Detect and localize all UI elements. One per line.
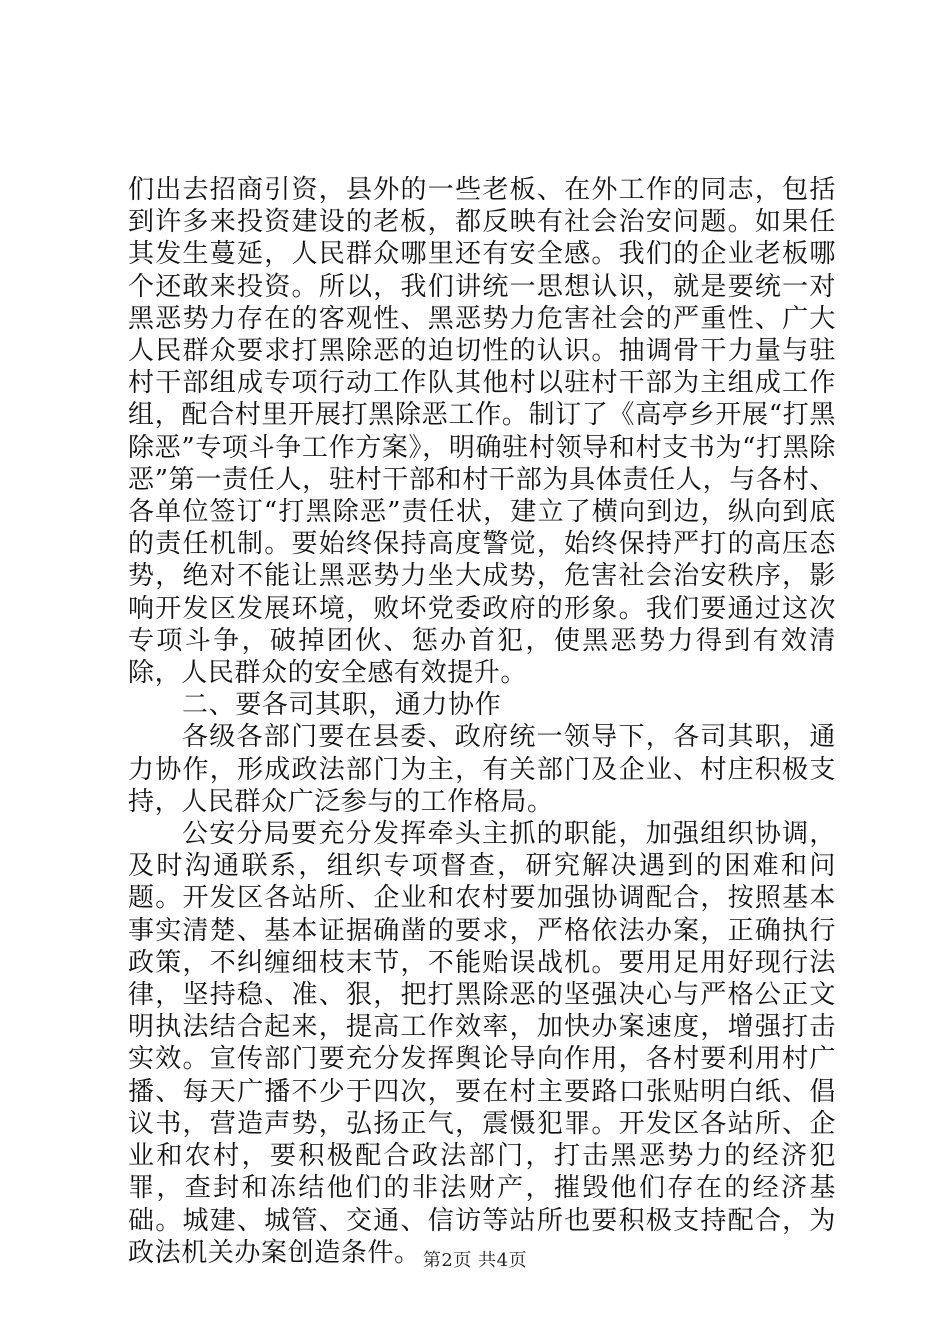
document-body — [128, 174, 836, 1269]
page-footer: 第2页 共4页 — [422, 1250, 528, 1271]
paragraph-continuation: 们出去招商引资，县外的一些老板、在外工作的同志，包括到许多来投资建设的老板，都反映有社会治安问题。如果任其发生蔓延，人民群众哪里还有安全感。我们的企业老板哪个还敢来投资。所以，我们讲统一思想认识，就是要统一对黑恶势力存在的客观性、黑恶势力危害社会的严重性、广大人民群众要求打黑除恶的迫切性的认识。抽调骨干力量与驻村干部组成专项行动工作队其他村以驻村干部为主组成工作组，配合村里开展打黑除恶工作。制订了《高亭乡开展“打黑除恶”专项斗争工作方案》，明确驻村领导和村支书为“打黑除恶”第一责任人，驻村干部和村干部为具体责任人，与各村、各单位签订“打黑除恶”责任状，建立了横向到边，纵向到底的责任机制。要始终保持高度警觉，始终保持严打的高压态势，绝对不能让黑恶势力坐大成势，危害社会治安秩序，影响开发区发展环境，败坏党委政府的形象。我们要通过这次专项斗争，破掉团伙、惩办首犯，使黑恶势力得到有效清除，人民群众的安全感有效提升。 — [128, 175, 836, 689]
section-heading: 二、要各司其职，通力协作 — [182, 690, 502, 721]
paragraph: 公安分局要充分发挥牵头主抓的职能，加强组织协调，及时沟通联系，组织专项督查，研究解决遇到的困难和问题。开发区各站所、企业和农村要加强协调配合，按照基本事实清楚、基本证据确凿的要求，严格依法办案，正确执行政策，不纠缠细枝末节，不能贻误战机。要用足用好现行法律，坚持稳、准、狠，把打黑除恶的坚强决心与严格公正文明执法结合起来，提高工作效率，加快办案速度，增强打击实效。宣传部门要充分发挥舆论导向作用，各村要利用村广播、每天广播不少于四次，要在村主要路口张贴明白纸、倡议书，营造声势，弘扬正气，震慑犯罪。开发区各站所、企业和农村，要积极配合政法部门，打击黑恶势力的经济犯罪，查封和冻结他们的非法财产，摧毁他们存在的经济基础。城建、城管、交通、信访等站所也要积极支持配合，为政法机关办案创造条件。 — [128, 819, 836, 1268]
paragraph: 各级各部门要在县委、政府统一领导下，各司其职，通力协作，形成政法部门为主，有关部门及企业、村庄积极支持，人民群众广泛参与的工作格局。 — [128, 722, 836, 817]
